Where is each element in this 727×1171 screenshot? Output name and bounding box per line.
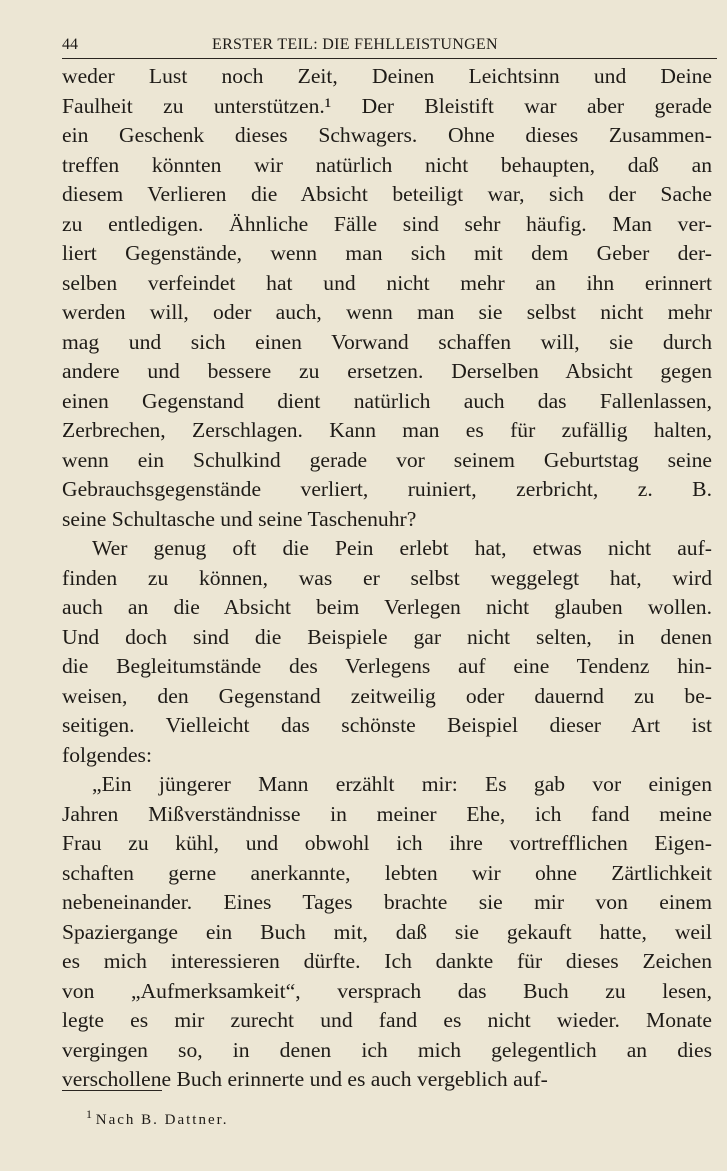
- footnote-rule: [62, 1090, 162, 1091]
- text-line: Wer genug oft die Pein erlebt hat, etwas nicht auf-: [92, 536, 712, 560]
- text-line: mag und sich einen Vorwand schaffen will, sie durch: [62, 329, 712, 354]
- body-text: [62, 62, 712, 1095]
- paragraph: [62, 770, 712, 1095]
- text-line: andere und bessere zu ersetzen. Derselben Absicht gegen: [62, 359, 712, 383]
- paragraph: [62, 62, 712, 534]
- text-line: selben verfeindet hat und nicht mehr an ihn erinnert: [62, 270, 712, 295]
- text-line: Faulheit zu unterstützen.¹ Der Bleistift war aber gerade: [62, 93, 712, 118]
- text-line: es mich interessieren dürfte. Ich dankte für dieses Zeichen: [62, 949, 712, 973]
- page-header: [62, 32, 717, 59]
- page-number: 44: [62, 36, 78, 53]
- text-line: Zerbrechen, Zerschlagen. Kann man es für zufällig halten,: [62, 418, 712, 442]
- text-line: wenn ein Schulkind gerade vor seinem Geburtstag seine: [62, 447, 712, 472]
- text-line: treffen könnten wir natürlich nicht behaupten, daß an: [62, 152, 712, 177]
- text-line: Spaziergange ein Buch mit, daß sie gekauft hatte, weil: [62, 919, 712, 944]
- text-line: seitigen. Vielleicht das schönste Beispiel dieser Art ist: [62, 713, 712, 737]
- text-line: einen Gegenstand dient natürlich auch das Fallenlassen,: [62, 388, 712, 413]
- text-line: folgendes:: [62, 742, 152, 767]
- text-line: auch an die Absicht beim Verlegen nicht glauben wollen.: [62, 595, 712, 619]
- text-line: nebeneinander. Eines Tages brachte sie mir von einem: [62, 890, 712, 914]
- text-line: werden will, oder auch, wenn man sie selbst nicht mehr: [62, 300, 712, 324]
- text-line: weder Lust noch Zeit, Deinen Leichtsinn und Deine: [62, 64, 712, 88]
- text-line: verschollene Buch erinnerte und es auch vergeblich auf-: [62, 1067, 548, 1091]
- text-line: Und doch sind die Beispiele gar nicht selten, in denen: [62, 624, 712, 649]
- text-line: diesem Verlieren die Absicht beteiligt war, sich der Sache: [62, 182, 712, 206]
- text-line: seine Schultasche und seine Taschenuhr?: [62, 506, 417, 531]
- text-line: von „Aufmerksamkeit“, versprach das Buch zu lesen,: [62, 978, 712, 1003]
- text-line: Frau zu kühl, und obwohl ich ihre vortrefflichen Eigen-: [62, 831, 712, 855]
- text-line: liert Gegenstände, wenn man sich mit dem Geber der-: [62, 241, 712, 265]
- footnote: [86, 1107, 229, 1129]
- text-line: legte es mir zurecht und fand es nicht wieder. Monate: [62, 1008, 712, 1032]
- text-line: weisen, den Gegenstand zeitweilig oder dauernd zu be-: [62, 683, 712, 708]
- text-line: Gebrauchsgegenstände verliert, ruiniert, zerbricht, z. B.: [62, 477, 712, 501]
- text-line: schaften gerne anerkannte, lebten wir ohne Zärtlichkeit: [62, 860, 712, 885]
- text-line: „Ein jüngerer Mann erzählt mir: Es gab vor einigen: [92, 772, 712, 796]
- text-line: vergingen so, in denen ich mich gelegentlich an dies: [62, 1037, 712, 1062]
- text-line: finden zu können, was er selbst weggelegt hat, wird: [62, 565, 712, 590]
- running-title: ERSTER TEIL: DIE FEHLLEISTUNGEN: [212, 36, 498, 53]
- text-line: zu entledigen. Ähnliche Fälle sind sehr häufig. Man ver-: [62, 211, 712, 236]
- footnote-marker: 1: [86, 1107, 92, 1121]
- text-line: Jahren Mißverständnisse in meiner Ehe, ich fand meine: [62, 801, 712, 826]
- text-line: ein Geschenk dieses Schwagers. Ohne dieses Zusammen-: [62, 123, 712, 147]
- paragraph: [62, 534, 712, 770]
- text-line: die Begleitumstände des Verlegens auf eine Tendenz hin-: [62, 654, 712, 678]
- footnote-text: Nach B. Dattner.: [95, 1112, 229, 1128]
